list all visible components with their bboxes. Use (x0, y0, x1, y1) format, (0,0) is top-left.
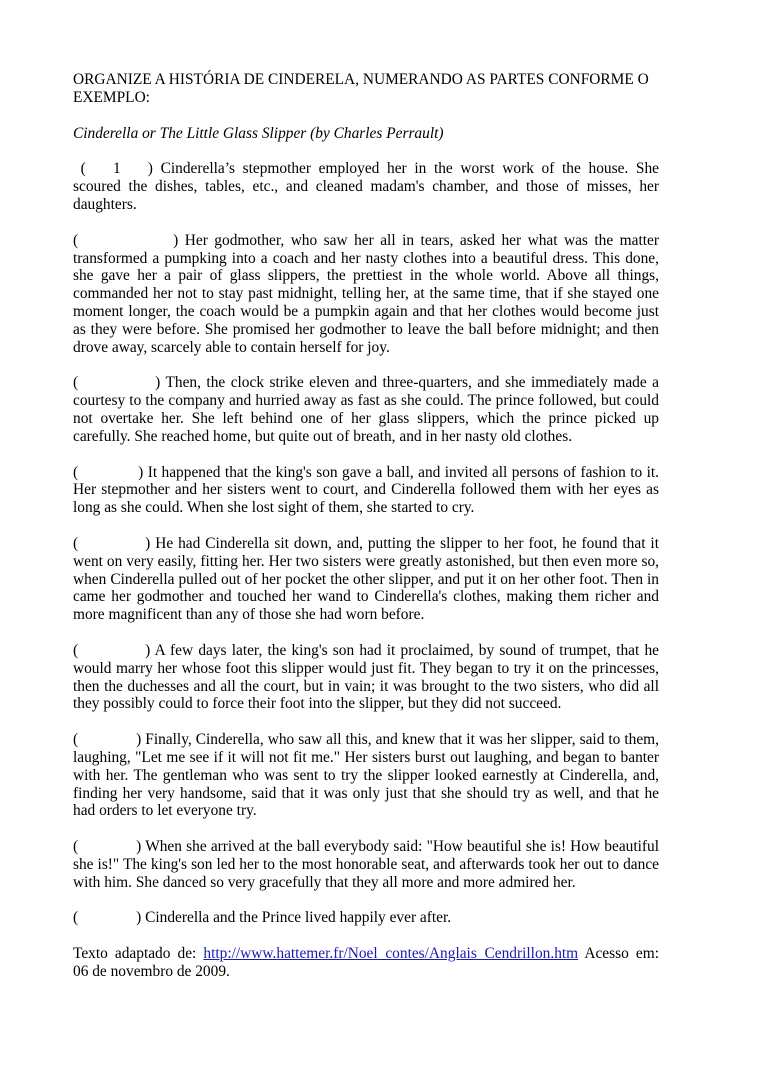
answer-open-paren: ( (73, 909, 79, 927)
paragraph-text: It happened that the king's son gave a ball, and invited all persons of fashion to it. Her stepmother and her sisters went to court, and Cinderella followed them with her eyes as long as she could. When she lost sight of them, she started to cry. (73, 463, 659, 517)
answer-open-paren: ( (73, 374, 79, 392)
answer-close-paren: ) (136, 909, 146, 927)
answer-close-paren: ) (136, 838, 146, 856)
worksheet-page (73, 71, 659, 981)
paragraph-text: He had Cinderella sit down, and, putting the slipper to her foot, he found that it went on very easily, fitting her. Her two sisters were greatly astonished, but then even more so, when Cinderella pulled out of her pocket the other slipper, and put it on her other foot. Then in came her godmother and touched her wand to Cinderella's clothes, making them richer and more magnificent than any of those she had worn before. (73, 534, 659, 624)
answer-close-paren: ) (147, 160, 161, 178)
paragraph-text: When she arrived at the ball everybody said: "How beautiful she is! How beautiful she is!" The king's son led her to the most honorable seat, and afterwards took her out to dance with him. She danced so very gracefully that they all more and more admired her. (73, 838, 659, 891)
answer-open-paren: ( (73, 641, 79, 659)
source-citation (73, 945, 659, 981)
paragraph-text: Then, the clock strike eleven and three-quarters, and she immediately made a courtesy to the company and hurried away as fast as she could. The prince followed, but could not overtake her. She left behind one of her glass slippers, which the prince picked up carefully. She reached home, but quite out of breath, and in her nasty old clothes. (73, 374, 659, 445)
answer-close-paren: ) (173, 231, 185, 249)
answer-close-paren: ) (145, 641, 155, 659)
paragraph-text: A few days later, the king's son had it proclaimed, by sound of trumpet, that he would marry her whose foot this slipper would just fit. They began to try it on the princesses, then the duchesses and all the court, but in vain; it was brought to the two sisters, who did all they possibly could to force their foot into the slipper, but they did not succeed. (73, 641, 660, 713)
source-link[interactable]: http://www.hattemer.fr/Noel_contes/Anglais_Cendrillon.htm (203, 945, 579, 963)
story-paragraph (73, 160, 659, 213)
story-subtitle: Cinderella or The Little Glass Slipper (by Charles Perrault) (73, 124, 444, 142)
answer-close-paren: ) (155, 374, 166, 392)
answer-open-paren: ( (73, 463, 79, 481)
paragraph-text: Her godmother, who saw her all in tears, asked her what was the matter transformed a pumpking into a coach and her nasty clothes into a beautiful dress. This done, she gave her a pair of glass slippers, the prettiest in the whole world. Above all things, commanded her not to stay past midnight, telling her, at the same time, that if she stayed one moment longer, the coach would be a pumpkin again and that her clothes would become just as they were before. She promised her godmother to leave the ball before midnight; and then drove away, scarcely able to contain herself for joy. (73, 231, 659, 356)
story-paragraph (73, 838, 659, 891)
story-paragraph (73, 909, 659, 927)
story-paragraph (73, 642, 659, 713)
story-paragraph (73, 464, 659, 517)
answer-blank[interactable] (86, 160, 148, 178)
answer-open-paren: ( (73, 160, 86, 178)
answer-open-paren: ( (73, 731, 79, 749)
source-suffix: Acesso em: 06 de novembro de 2009. (73, 945, 659, 981)
story-paragraph (73, 731, 659, 820)
answer-close-paren: ) (136, 731, 146, 749)
source-prefix: Texto adaptado de: (73, 945, 204, 963)
answer-open-paren: ( (73, 231, 79, 249)
story-paragraphs (73, 160, 659, 927)
paragraph-text: Finally, Cinderella, who saw all this, and knew that it was her slipper, said to them, laughing, "Let me see if it will not fit me." Her sisters burst out laughing, and began to banter with her. The gentleman who was sent to try the slipper looked earnestly at Cinderella, and, finding her very handsome, said that it was only just that she should try as well, and that he had orders to let everyone try. (73, 731, 659, 820)
answer-open-paren: ( (73, 838, 79, 856)
answer-close-paren: ) (138, 463, 148, 481)
answer-open-paren: ( (73, 534, 79, 552)
story-paragraph (73, 374, 659, 445)
answer-number: 1 (112, 160, 121, 178)
paragraph-text: Cinderella’s stepmother employed her in the worst work of the house. She scoured the dishes, tables, etc., and cleaned madam's chamber, and those of misses, her daughters. (73, 160, 659, 213)
page-title: ORGANIZE A HISTÓRIA DE CINDERELA, NUMERANDO AS PARTES CONFORME O EXEMPLO: (73, 71, 649, 106)
story-paragraph (73, 232, 659, 357)
answer-close-paren: ) (145, 534, 156, 552)
story-paragraph (73, 535, 659, 624)
paragraph-text: Cinderella and the Prince lived happily ever after. (145, 909, 452, 927)
